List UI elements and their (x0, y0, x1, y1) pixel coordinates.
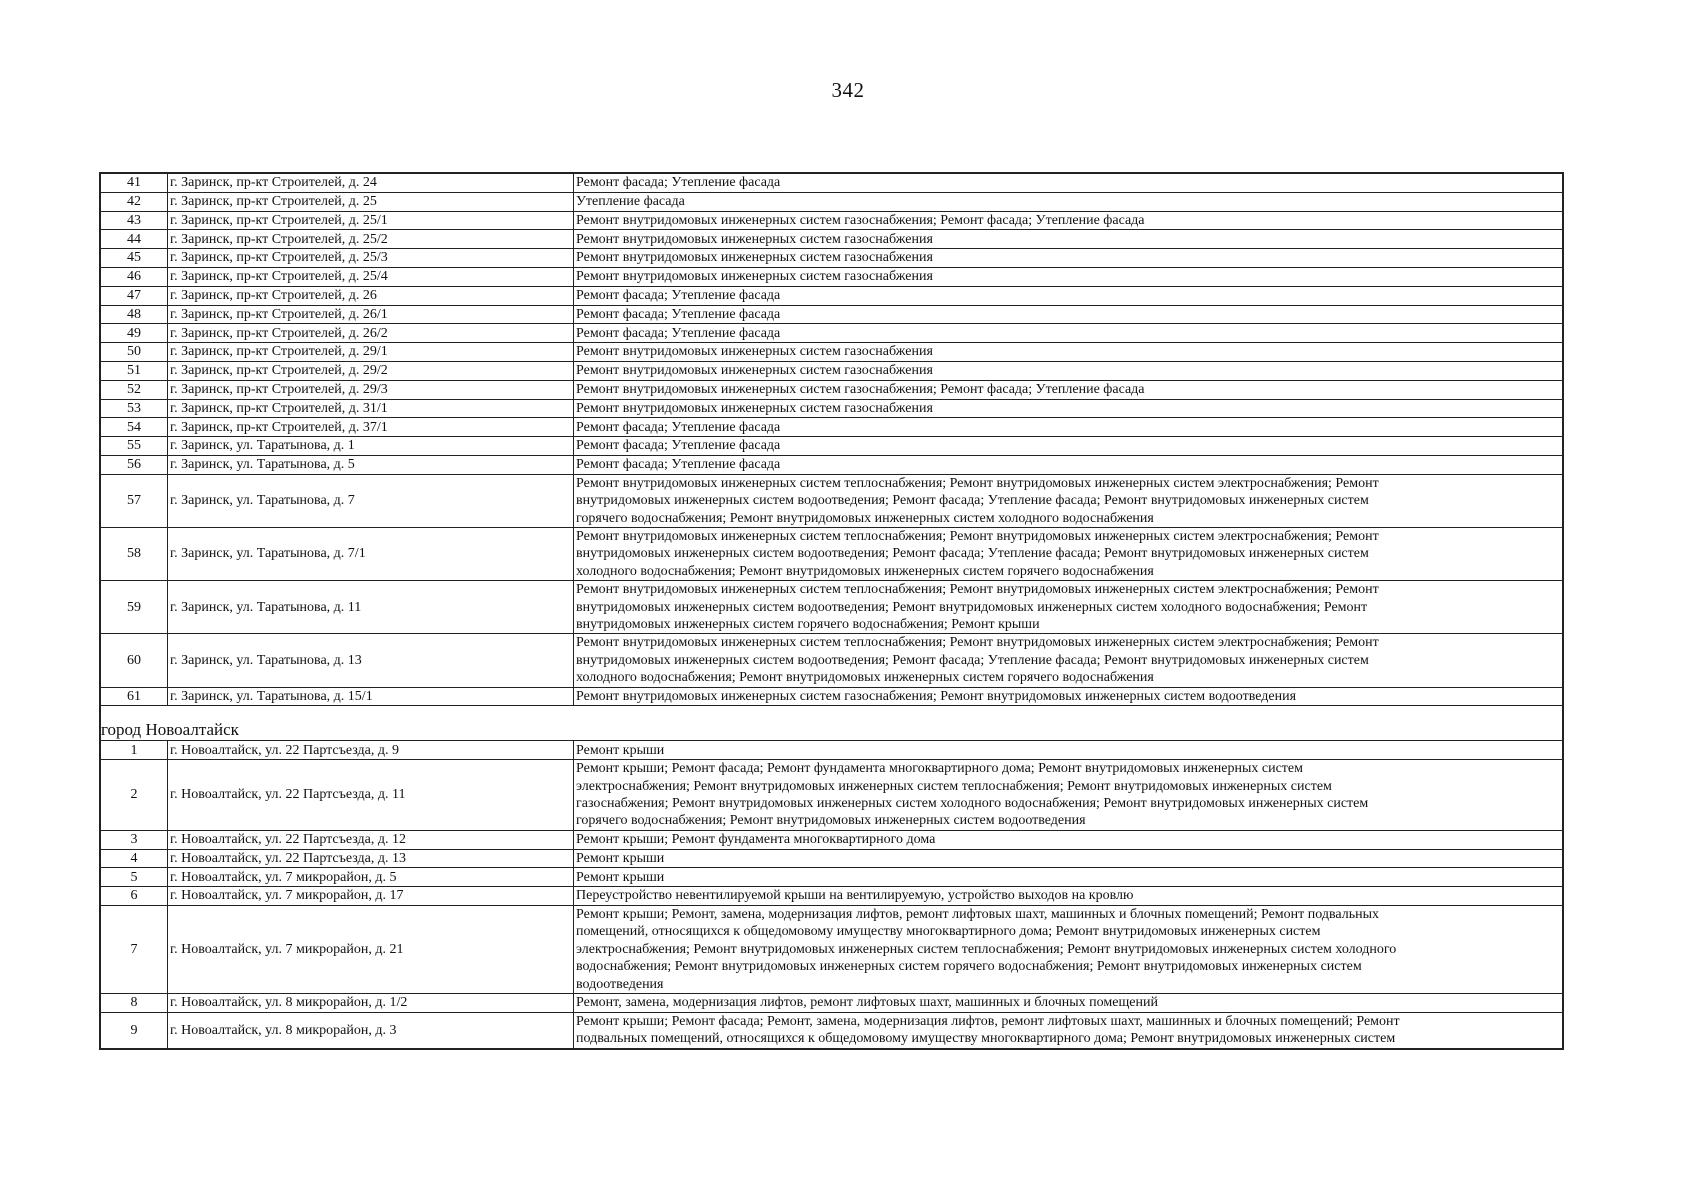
table-row (101, 267, 1563, 286)
registry-table (100, 173, 1563, 1049)
table-row (101, 634, 1563, 687)
works-line: горячего водоснабжения; Ремонт внутридомовых инженерных систем холодного водоснабжения (576, 510, 1154, 526)
row-number: 58 (101, 527, 168, 580)
works-line: Ремонт крыши; Ремонт фасада; Ремонт фундамента многоквартирного дома; Ремонт внутридомовых инженерных систем (576, 761, 1303, 777)
row-address: г. Новоалтайск, ул. 22 Партсъезда, д. 12 (168, 830, 574, 849)
row-number: 9 (101, 1012, 168, 1048)
row-works: Ремонт внутридомовых инженерных систем газоснабжения; Ремонт внутридомовых инженерных систем водоотведения (574, 687, 1563, 706)
row-works: Ремонт фасада; Утепление фасада (574, 455, 1563, 474)
row-number: 8 (101, 994, 168, 1013)
works-line: Ремонт крыши; Ремонт, замена, модернизация лифтов, ремонт лифтовых шахт, машинных и блочных помещений; Ремонт подвальных (576, 907, 1380, 923)
row-number: 45 (101, 249, 168, 268)
row-address: г. Заринск, пр-кт Строителей, д. 25/4 (168, 267, 574, 286)
table-row (101, 868, 1563, 887)
row-works (574, 634, 1563, 687)
row-works: Ремонт фасада; Утепление фасада (574, 437, 1563, 456)
row-address: г. Новоалтайск, ул. 22 Партсъезда, д. 9 (168, 741, 574, 760)
table-row (101, 760, 1563, 831)
row-number: 56 (101, 455, 168, 474)
row-number: 41 (101, 174, 168, 193)
table-row (101, 343, 1563, 362)
works-line: электроснабжения; Ремонт внутридомовых инженерных систем теплоснабжения; Ремонт внутридомовых инженерных систем холодного (576, 941, 1397, 957)
section-title: город Новоалтайск (101, 720, 1563, 741)
row-number: 7 (101, 906, 168, 994)
row-works: Ремонт фасада; Утепление фасада (574, 418, 1563, 437)
row-works (574, 760, 1563, 831)
row-address: г. Заринск, ул. Таратынова, д. 1 (168, 437, 574, 456)
row-works: Ремонт крыши (574, 741, 1563, 760)
section-header-group (101, 706, 1563, 741)
row-number: 43 (101, 211, 168, 230)
row-address: г. Заринск, пр-кт Строителей, д. 29/2 (168, 361, 574, 380)
table-row (101, 437, 1563, 456)
works-line: внутридомовых инженерных систем водоотведения; Ремонт фасада; Утепление фасада; Ремонт внутридомовых инженерных систем (576, 493, 1369, 509)
row-number: 54 (101, 418, 168, 437)
row-address: г. Заринск, пр-кт Строителей, д. 31/1 (168, 399, 574, 418)
works-line: подвальных помещений, относящихся к общедомовому имуществу многоквартирного дома; Ремонт внутридомовых инженерных систем (576, 1031, 1396, 1047)
row-works: Ремонт фасада; Утепление фасада (574, 286, 1563, 305)
row-works: Ремонт внутридомовых инженерных систем газоснабжения (574, 267, 1563, 286)
row-number: 59 (101, 581, 168, 634)
row-address: г. Новоалтайск, ул. 22 Партсъезда, д. 11 (168, 760, 574, 831)
row-works: Ремонт фасада; Утепление фасада (574, 305, 1563, 324)
table-row (101, 380, 1563, 399)
row-works (574, 581, 1563, 634)
works-line: внутридомовых инженерных систем водоотведения; Ремонт фасада; Утепление фасада; Ремонт внутридомовых инженерных систем (576, 652, 1369, 668)
row-works: Переустройство невентилируемой крыши на вентилируемую, устройство выходов на кровлю (574, 887, 1563, 906)
row-number: 49 (101, 324, 168, 343)
table-row (101, 581, 1563, 634)
row-works: Ремонт фасада; Утепление фасада (574, 324, 1563, 343)
row-works: Ремонт крыши; Ремонт фундамента многоквартирного дома (574, 830, 1563, 849)
row-works: Ремонт, замена, модернизация лифтов, ремонт лифтовых шахт, машинных и блочных помещений (574, 994, 1563, 1013)
registry-table-container (100, 173, 1562, 1049)
row-address: г. Новоалтайск, ул. 8 микрорайон, д. 3 (168, 1012, 574, 1048)
row-number: 61 (101, 687, 168, 706)
works-line: газоснабжения; Ремонт внутридомовых инженерных систем холодного водоснабжения; Ремонт внутридомовых инженерных систем (576, 796, 1369, 812)
table-row (101, 305, 1563, 324)
table-row (101, 849, 1563, 868)
table-row (101, 474, 1563, 527)
row-number: 4 (101, 849, 168, 868)
table-row (101, 418, 1563, 437)
table-row (101, 192, 1563, 211)
row-number: 42 (101, 192, 168, 211)
table-row (101, 887, 1563, 906)
works-line: Ремонт внутридомовых инженерных систем теплоснабжения; Ремонт внутридомовых инженерных систем электроснабжения; Ремонт (576, 582, 1379, 598)
table-row (101, 249, 1563, 268)
row-number: 55 (101, 437, 168, 456)
row-works: Утепление фасада (574, 192, 1563, 211)
row-works: Ремонт внутридомовых инженерных систем газоснабжения (574, 343, 1563, 362)
works-line: Ремонт внутридомовых инженерных систем теплоснабжения; Ремонт внутридомовых инженерных систем электроснабжения; Ремонт (576, 475, 1379, 491)
row-works: Ремонт крыши (574, 849, 1563, 868)
works-line: холодного водоснабжения; Ремонт внутридомовых инженерных систем горячего водоснабжения (576, 563, 1154, 579)
works-line: водоотведения (576, 976, 664, 992)
table-row (101, 211, 1563, 230)
works-line: помещений, относящихся к общедомовому имуществу многоквартирного дома; Ремонт внутридомовых инженерных систем (576, 924, 1321, 940)
row-address: г. Заринск, пр-кт Строителей, д. 25/2 (168, 230, 574, 249)
row-address: г. Заринск, пр-кт Строителей, д. 25/3 (168, 249, 574, 268)
row-number: 1 (101, 741, 168, 760)
table-row (101, 906, 1563, 994)
spacer-cell (101, 706, 1563, 721)
row-number: 51 (101, 361, 168, 380)
row-address: г. Заринск, пр-кт Строителей, д. 26/1 (168, 305, 574, 324)
table-row (101, 286, 1563, 305)
row-address: г. Новоалтайск, ул. 22 Партсъезда, д. 13 (168, 849, 574, 868)
works-line: Ремонт внутридомовых инженерных систем теплоснабжения; Ремонт внутридомовых инженерных систем электроснабжения; Ремонт (576, 528, 1379, 544)
row-works (574, 1012, 1563, 1048)
row-address: г. Заринск, ул. Таратынова, д. 15/1 (168, 687, 574, 706)
works-line: электроснабжения; Ремонт внутридомовых инженерных систем теплоснабжения; Ремонт внутридомовых инженерных систем (576, 778, 1332, 794)
row-address: г. Новоалтайск, ул. 7 микрорайон, д. 5 (168, 868, 574, 887)
row-number: 53 (101, 399, 168, 418)
works-line: внутридомовых инженерных систем горячего водоснабжения; Ремонт крыши (576, 617, 1040, 632)
row-address: г. Заринск, пр-кт Строителей, д. 24 (168, 174, 574, 193)
page-number: 342 (831, 78, 865, 102)
works-line: внутридомовых инженерных систем водоотведения; Ремонт фасада; Утепление фасада; Ремонт внутридомовых инженерных систем (576, 546, 1369, 562)
row-address: г. Заринск, пр-кт Строителей, д. 26/2 (168, 324, 574, 343)
works-line: горячего водоснабжения; Ремонт внутридомовых инженерных систем водоотведения (576, 813, 1086, 829)
row-address: г. Заринск, пр-кт Строителей, д. 37/1 (168, 418, 574, 437)
row-number: 5 (101, 868, 168, 887)
table-row (101, 830, 1563, 849)
zarinsk-rows (101, 174, 1563, 706)
row-address: г. Заринск, пр-кт Строителей, д. 25 (168, 192, 574, 211)
row-works: Ремонт внутридомовых инженерных систем газоснабжения (574, 230, 1563, 249)
table-row (101, 174, 1563, 193)
row-number: 2 (101, 760, 168, 831)
row-address: г. Заринск, ул. Таратынова, д. 7 (168, 474, 574, 527)
table-row (101, 324, 1563, 343)
table-row (101, 1012, 1563, 1048)
row-address: г. Заринск, пр-кт Строителей, д. 25/1 (168, 211, 574, 230)
row-works: Ремонт внутридомовых инженерных систем газоснабжения (574, 249, 1563, 268)
row-works: Ремонт внутридомовых инженерных систем газоснабжения; Ремонт фасада; Утепление фасада (574, 380, 1563, 399)
table-row (101, 399, 1563, 418)
row-address: г. Заринск, ул. Таратынова, д. 7/1 (168, 527, 574, 580)
row-works (574, 474, 1563, 527)
table-row (101, 741, 1563, 760)
row-works (574, 906, 1563, 994)
row-number: 6 (101, 887, 168, 906)
row-works: Ремонт внутридомовых инженерных систем газоснабжения (574, 361, 1563, 380)
row-works: Ремонт внутридомовых инженерных систем газоснабжения (574, 399, 1563, 418)
row-address: г. Заринск, пр-кт Строителей, д. 26 (168, 286, 574, 305)
table-row (101, 687, 1563, 706)
works-line: внутридомовых инженерных систем водоотведения; Ремонт внутридомовых инженерных систем холодного водоснабжения; Ремонт (576, 599, 1368, 615)
table-row (101, 994, 1563, 1013)
row-number: 44 (101, 230, 168, 249)
works-line: водоснабжения; Ремонт внутридомовых инженерных систем горячего водоснабжения; Ремонт внутридомовых инженерных систем (576, 959, 1362, 975)
table-row (101, 527, 1563, 580)
row-number: 3 (101, 830, 168, 849)
row-number: 57 (101, 474, 168, 527)
table-row (101, 455, 1563, 474)
row-address: г. Заринск, ул. Таратынова, д. 13 (168, 634, 574, 687)
row-number: 47 (101, 286, 168, 305)
row-number: 52 (101, 380, 168, 399)
table-row (101, 361, 1563, 380)
row-number: 46 (101, 267, 168, 286)
row-address: г. Заринск, пр-кт Строителей, д. 29/3 (168, 380, 574, 399)
row-address: г. Заринск, пр-кт Строителей, д. 29/1 (168, 343, 574, 362)
row-address: г. Новоалтайск, ул. 7 микрорайон, д. 17 (168, 887, 574, 906)
row-address: г. Новоалтайск, ул. 8 микрорайон, д. 1/2 (168, 994, 574, 1013)
novoaltaysk-rows (101, 741, 1563, 1048)
section-spacer-row (101, 706, 1563, 721)
section-header-row (101, 720, 1563, 741)
row-works (574, 527, 1563, 580)
row-works: Ремонт крыши (574, 868, 1563, 887)
works-line: холодного водоснабжения; Ремонт внутридомовых инженерных систем горячего водоснабжения (576, 670, 1154, 686)
row-works: Ремонт внутридомовых инженерных систем газоснабжения; Ремонт фасада; Утепление фасада (574, 211, 1563, 230)
row-number: 60 (101, 634, 168, 687)
works-line: Ремонт внутридомовых инженерных систем теплоснабжения; Ремонт внутридомовых инженерных систем электроснабжения; Ремонт (576, 635, 1379, 651)
row-number: 50 (101, 343, 168, 362)
row-number: 48 (101, 305, 168, 324)
row-address: г. Заринск, ул. Таратынова, д. 11 (168, 581, 574, 634)
table-row (101, 230, 1563, 249)
row-address: г. Заринск, ул. Таратынова, д. 5 (168, 455, 574, 474)
works-line: Ремонт крыши; Ремонт фасада; Ремонт, замена, модернизация лифтов, ремонт лифтовых шахт, машинных и блочных помещений; Ремонт (576, 1013, 1400, 1029)
row-address: г. Новоалтайск, ул. 7 микрорайон, д. 21 (168, 906, 574, 994)
row-works: Ремонт фасада; Утепление фасада (574, 174, 1563, 193)
